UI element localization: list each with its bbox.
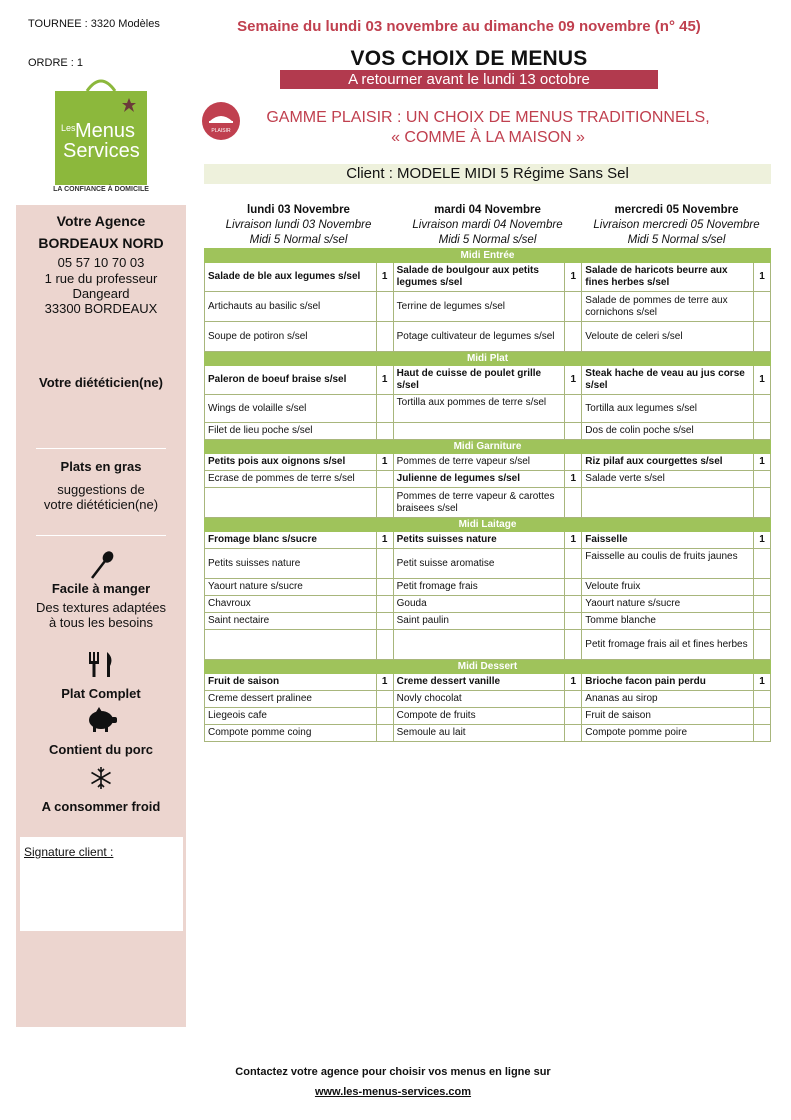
tournee-label: TOURNEE : 3320 Modèles xyxy=(28,18,160,30)
dish-quantity[interactable] xyxy=(753,725,770,742)
dish-name: Salade de ble aux legumes s/sel xyxy=(205,263,377,292)
divider xyxy=(36,535,166,536)
signature-label: Signature client : xyxy=(24,845,114,859)
dish-name: Filet de lieu poche s/sel xyxy=(205,423,377,440)
day-livraison: Livraison mercredi 05 Novembre xyxy=(593,219,760,231)
sidebar xyxy=(16,205,186,1027)
dish-quantity[interactable] xyxy=(565,549,582,579)
section-title: Midi Garniture xyxy=(205,440,771,454)
dish-quantity[interactable]: 1 xyxy=(753,532,770,549)
footer-url-link[interactable]: www.les-menus-services.com xyxy=(314,1086,472,1098)
logo-les: Les xyxy=(61,123,76,133)
dish-name: Pommes de terre vapeur & carottes braisees s/sel xyxy=(393,488,565,518)
dish-name: Creme dessert vanille xyxy=(393,674,565,691)
dish-name: Terrine de legumes s/sel xyxy=(393,292,565,322)
menu-row xyxy=(205,579,771,596)
plaisir-icon xyxy=(201,101,241,141)
gamme-description xyxy=(245,108,731,148)
day-header-monday xyxy=(204,203,393,248)
dish-name: Faisselle au coulis de fruits jaunes xyxy=(582,549,754,579)
divider xyxy=(36,448,166,449)
dish-quantity[interactable] xyxy=(376,725,393,742)
menu-row xyxy=(205,263,771,292)
dish-name: Ananas au sirop xyxy=(582,691,754,708)
dish-name: Paleron de boeuf braise s/sel xyxy=(205,366,377,395)
day-livraison: Livraison lundi 03 Novembre xyxy=(225,219,372,231)
dish-name: Creme dessert pralinee xyxy=(205,691,377,708)
dish-quantity[interactable] xyxy=(753,322,770,352)
dish-quantity[interactable]: 1 xyxy=(753,454,770,471)
dish-name: Petits pois aux oignons s/sel xyxy=(205,454,377,471)
agence-phone: 05 57 10 70 03 xyxy=(57,255,145,270)
section-header xyxy=(205,249,771,263)
menu-row xyxy=(205,613,771,630)
spoon-icon xyxy=(16,550,186,580)
dish-name: Tomme blanche xyxy=(582,613,754,630)
dish-name: Potage cultivateur de legumes s/sel xyxy=(393,322,565,352)
gamme-line-2: « COMME À LA MAISON » xyxy=(391,129,585,146)
dish-quantity[interactable] xyxy=(753,579,770,596)
dish-name: Petit fromage frais ail et fines herbes xyxy=(582,630,754,660)
dish-name: Veloute de celeri s/sel xyxy=(582,322,754,352)
section-title: Midi Entrée xyxy=(205,249,771,263)
dish-quantity[interactable]: 1 xyxy=(753,674,770,691)
section-header xyxy=(205,660,771,674)
dish-name: Gouda xyxy=(393,596,565,613)
fork-knife-icon xyxy=(16,650,186,678)
dish-name: Soupe de potiron s/sel xyxy=(205,322,377,352)
dish-quantity[interactable] xyxy=(565,630,582,660)
menu-row xyxy=(205,395,771,423)
menu-table xyxy=(204,248,771,742)
dish-quantity[interactable] xyxy=(376,630,393,660)
day-header-wednesday xyxy=(582,203,771,248)
dish-quantity[interactable] xyxy=(753,471,770,488)
dish-quantity[interactable] xyxy=(753,613,770,630)
dish-quantity[interactable] xyxy=(565,322,582,352)
dish-quantity[interactable]: 1 xyxy=(565,471,582,488)
dish-name: Chavroux xyxy=(205,596,377,613)
dish-quantity[interactable]: 1 xyxy=(376,674,393,691)
menu-row xyxy=(205,549,771,579)
textures-line-1: Des textures adaptées xyxy=(35,600,167,615)
ordre-label: ORDRE : 1 xyxy=(28,57,84,69)
dish-quantity[interactable] xyxy=(376,691,393,708)
day-regime: Midi 5 Normal s/sel xyxy=(249,234,348,246)
agence-address-2: Dangeard xyxy=(72,286,130,301)
dish-quantity[interactable]: 1 xyxy=(565,366,582,395)
dish-name: Fromage blanc s/sucre xyxy=(205,532,377,549)
dish-quantity[interactable] xyxy=(565,725,582,742)
section-header xyxy=(205,352,771,366)
menu-row xyxy=(205,691,771,708)
menu-row xyxy=(205,630,771,660)
dish-quantity[interactable] xyxy=(565,488,582,518)
dish-quantity[interactable] xyxy=(376,613,393,630)
dish-name: Petit fromage frais xyxy=(393,579,565,596)
dish-quantity[interactable] xyxy=(565,454,582,471)
plats-gras-label: Plats en gras xyxy=(60,459,142,474)
dish-name: Liegeois cafe xyxy=(205,708,377,725)
dish-quantity[interactable]: 1 xyxy=(753,366,770,395)
dish-quantity[interactable] xyxy=(376,549,393,579)
suggestions-line-1: suggestions de xyxy=(57,482,145,497)
dish-name: Haut de cuisse de poulet grille s/sel xyxy=(393,366,565,395)
dish-name: Yaourt nature s/sucre xyxy=(205,579,377,596)
agence-address-3: 33300 BORDEAUX xyxy=(44,301,158,316)
menu-row xyxy=(205,423,771,440)
dish-quantity[interactable]: 1 xyxy=(376,263,393,292)
dieteticien-label: Votre diététicien(ne) xyxy=(38,375,163,390)
dish-quantity[interactable]: 1 xyxy=(565,263,582,292)
menu-row xyxy=(205,708,771,725)
menu-row xyxy=(205,454,771,471)
agence-name: BORDEAUX NORD xyxy=(38,235,164,251)
logo-menus: Menus xyxy=(75,120,136,142)
menus-services-logo xyxy=(53,73,149,185)
menu-row xyxy=(205,292,771,322)
section-title: Midi Laitage xyxy=(205,518,771,532)
dish-quantity[interactable] xyxy=(565,708,582,725)
dish-name: Julienne de legumes s/sel xyxy=(393,471,565,488)
suggestions-line-2: votre diététicien(ne) xyxy=(43,497,159,512)
dish-name: Wings de volaille s/sel xyxy=(205,395,377,423)
dish-quantity[interactable] xyxy=(376,596,393,613)
dish-name: Pommes de terre vapeur s/sel xyxy=(393,454,565,471)
dish-name: Riz pilaf aux courgettes s/sel xyxy=(582,454,754,471)
dish-name: Fruit de saison xyxy=(205,674,377,691)
dish-quantity[interactable]: 1 xyxy=(753,263,770,292)
agence-address-1: 1 rue du professeur xyxy=(44,271,158,286)
dish-name: Novly chocolat xyxy=(393,691,565,708)
dish-quantity[interactable]: 1 xyxy=(565,532,582,549)
dish-quantity[interactable] xyxy=(376,579,393,596)
dish-quantity[interactable]: 1 xyxy=(376,532,393,549)
dish-name: Salade de pommes de terre aux cornichons s/sel xyxy=(582,292,754,322)
dish-name: Salade de boulgour aux petits legumes s/sel xyxy=(393,263,565,292)
plaisir-label: PLAISIR xyxy=(211,128,231,134)
dish-name: Salade de haricots beurre aux fines herbes s/sel xyxy=(582,263,754,292)
logo-services: Services xyxy=(63,140,140,162)
page-title: VOS CHOIX DE MENUS xyxy=(350,47,588,70)
snowflake-icon xyxy=(16,765,186,791)
dish-name: Saint paulin xyxy=(393,613,565,630)
facile-label: Facile à manger xyxy=(51,581,151,596)
agence-title: Votre Agence xyxy=(56,213,146,229)
section-title: Midi Dessert xyxy=(205,660,771,674)
week-title: Semaine du lundi 03 novembre au dimanche 09 novembre (n° 45) xyxy=(237,18,701,35)
dish-name xyxy=(205,630,377,660)
dish-name: Salade verte s/sel xyxy=(582,471,754,488)
day-date: mercredi 05 Novembre xyxy=(614,204,739,216)
logo-tagline: LA CONFIANCE À DOMICILE xyxy=(53,186,149,193)
dish-quantity[interactable] xyxy=(753,708,770,725)
textures-line-2: à tous les besoins xyxy=(48,615,154,630)
dish-name: Veloute fruix xyxy=(582,579,754,596)
dish-name: Fruit de saison xyxy=(582,708,754,725)
signature-box[interactable] xyxy=(20,837,183,931)
day-date: mardi 04 Novembre xyxy=(434,204,541,216)
dish-name: Artichauts au basilic s/sel xyxy=(205,292,377,322)
dish-name: Faisselle xyxy=(582,532,754,549)
dish-quantity[interactable] xyxy=(376,322,393,352)
dish-quantity[interactable] xyxy=(753,596,770,613)
dish-quantity[interactable] xyxy=(565,691,582,708)
dish-name: Petit suisse aromatise xyxy=(393,549,565,579)
menu-row xyxy=(205,471,771,488)
dish-quantity[interactable] xyxy=(753,488,770,518)
return-deadline-banner: A retourner avant le lundi 13 octobre xyxy=(280,70,658,89)
section-title: Midi Plat xyxy=(205,352,771,366)
menu-row xyxy=(205,674,771,691)
dish-quantity[interactable] xyxy=(753,423,770,440)
dish-quantity[interactable] xyxy=(753,630,770,660)
dish-name: Petits suisses nature xyxy=(205,549,377,579)
dish-name: Yaourt nature s/sucre xyxy=(582,596,754,613)
froid-label: A consommer froid xyxy=(41,799,161,814)
plat-complet-label: Plat Complet xyxy=(61,686,141,701)
dish-name: Compote de fruits xyxy=(393,708,565,725)
client-banner: Client : MODELE MIDI 5 Régime Sans Sel xyxy=(204,164,771,184)
menu-row xyxy=(205,366,771,395)
dish-quantity[interactable]: 1 xyxy=(565,674,582,691)
dish-quantity[interactable] xyxy=(753,691,770,708)
dish-name: Compote pomme poire xyxy=(582,725,754,742)
day-date: lundi 03 Novembre xyxy=(247,204,350,216)
menu-row xyxy=(205,532,771,549)
dish-name: Ecrase de pommes de terre s/sel xyxy=(205,471,377,488)
dish-quantity[interactable] xyxy=(376,395,393,423)
gamme-line-1: GAMME PLAISIR : UN CHOIX DE MENUS TRADITIONNELS, xyxy=(266,109,710,126)
section-header xyxy=(205,518,771,532)
porc-label: Contient du porc xyxy=(49,742,153,757)
dish-name xyxy=(393,630,565,660)
day-regime: Midi 5 Normal s/sel xyxy=(438,234,537,246)
day-header-tuesday xyxy=(393,203,582,248)
dish-name: Compote pomme coing xyxy=(205,725,377,742)
dish-name xyxy=(205,488,377,518)
dish-quantity[interactable] xyxy=(376,423,393,440)
dish-name: Tortilla aux legumes s/sel xyxy=(582,395,754,423)
pig-icon xyxy=(16,707,186,733)
dish-quantity[interactable] xyxy=(565,596,582,613)
dish-quantity[interactable] xyxy=(565,613,582,630)
dish-quantity[interactable] xyxy=(753,395,770,423)
footer-contact: Contactez votre agence pour choisir vos menus en ligne sur xyxy=(235,1066,551,1078)
dish-name: Petits suisses nature xyxy=(393,532,565,549)
dish-quantity[interactable]: 1 xyxy=(376,454,393,471)
dish-name xyxy=(582,488,754,518)
dish-name: Tortilla aux pommes de terre s/sel xyxy=(393,395,565,423)
dish-name: Semoule au lait xyxy=(393,725,565,742)
dish-quantity[interactable] xyxy=(376,488,393,518)
dish-quantity[interactable] xyxy=(376,292,393,322)
menu-row xyxy=(205,322,771,352)
dish-quantity[interactable] xyxy=(376,708,393,725)
dish-name: Brioche facon pain perdu xyxy=(582,674,754,691)
day-regime: Midi 5 Normal s/sel xyxy=(627,234,726,246)
dish-name: Dos de colin poche s/sel xyxy=(582,423,754,440)
dish-name xyxy=(393,423,565,440)
dish-quantity[interactable]: 1 xyxy=(376,366,393,395)
dish-quantity[interactable] xyxy=(565,579,582,596)
menu-row xyxy=(205,488,771,518)
menu-row xyxy=(205,596,771,613)
section-header xyxy=(205,440,771,454)
day-livraison: Livraison mardi 04 Novembre xyxy=(412,219,563,231)
dish-quantity[interactable] xyxy=(753,292,770,322)
dish-name: Steak hache de veau au jus corse s/sel xyxy=(582,366,754,395)
dish-quantity[interactable] xyxy=(753,549,770,579)
dish-name: Saint nectaire xyxy=(205,613,377,630)
menu-row xyxy=(205,725,771,742)
dish-quantity[interactable] xyxy=(565,423,582,440)
dish-quantity[interactable] xyxy=(565,395,582,423)
dish-quantity[interactable] xyxy=(565,292,582,322)
dish-quantity[interactable] xyxy=(376,471,393,488)
